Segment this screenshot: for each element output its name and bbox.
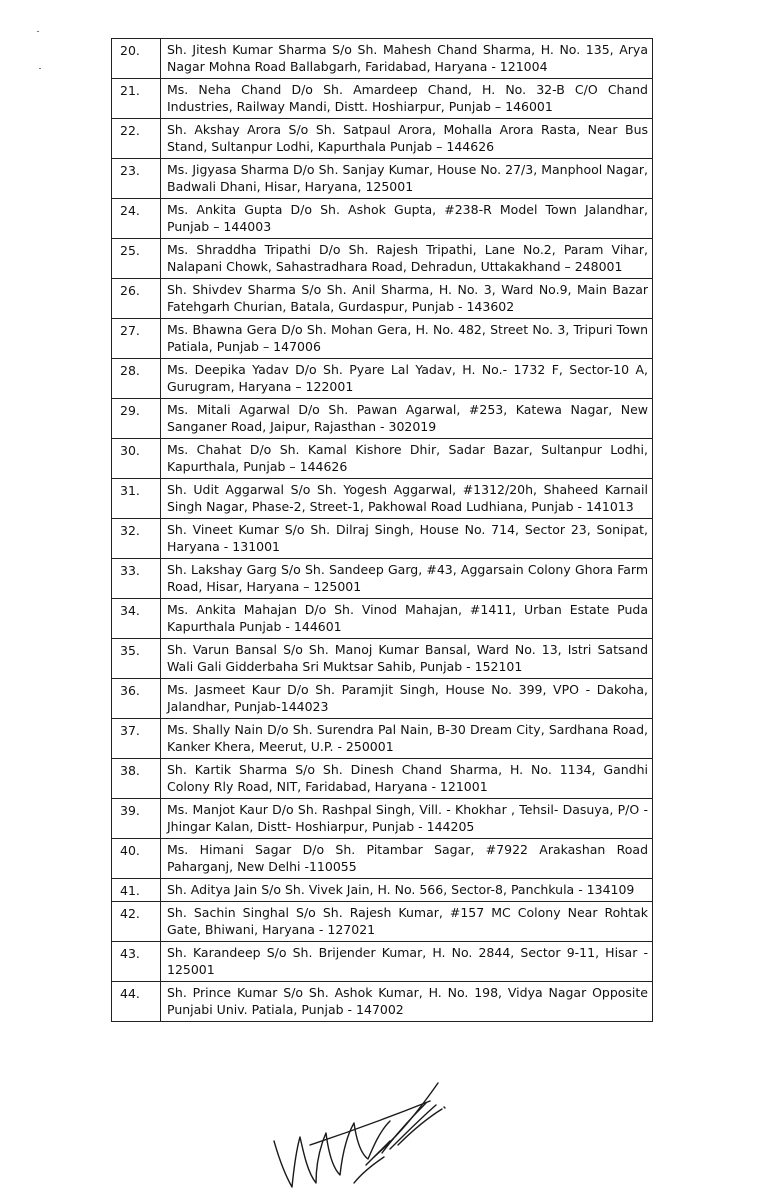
entry-number: 44. bbox=[112, 982, 161, 1022]
table-row bbox=[112, 439, 653, 479]
entry-number: 24. bbox=[112, 199, 161, 239]
table-row bbox=[112, 399, 653, 439]
scan-speck bbox=[37, 31, 39, 32]
entry-number: 25. bbox=[112, 239, 161, 279]
entry-number: 26. bbox=[112, 279, 161, 319]
entry-name-address: Ms. Jasmeet Kaur D/o Sh. Paramjit Singh, House No. 399, VPO - Dakoha, Jalandhar, Punjab-144023 bbox=[161, 679, 653, 719]
table-row bbox=[112, 679, 653, 719]
entry-name-address: Sh. Shivdev Sharma S/o Sh. Anil Sharma, H. No. 3, Ward No.9, Main Bazar Fatehgarh Churian, Batala, Gurdaspur, Punjab - 143602 bbox=[161, 279, 653, 319]
table-row bbox=[112, 319, 653, 359]
table-row bbox=[112, 759, 653, 799]
entry-name-address: Sh. Akshay Arora S/o Sh. Satpaul Arora, Mohalla Arora Rasta, Near Bus Stand, Sultanpur Lodhi, Kapurthala Punjab – 144626 bbox=[161, 119, 653, 159]
entry-number: 30. bbox=[112, 439, 161, 479]
entry-number: 28. bbox=[112, 359, 161, 399]
entry-number: 32. bbox=[112, 519, 161, 559]
entry-name-address: Ms. Shally Nain D/o Sh. Surendra Pal Nain, B-30 Dream City, Sardhana Road, Kanker Khera, Meerut, U.P. - 250001 bbox=[161, 719, 653, 759]
entry-number: 23. bbox=[112, 159, 161, 199]
table-row bbox=[112, 519, 653, 559]
entry-name-address: Sh. Karandeep S/o Sh. Brijender Kumar, H. No. 2844, Sector 9-11, Hisar - 125001 bbox=[161, 942, 653, 982]
table-row bbox=[112, 559, 653, 599]
entry-name-address: Sh. Kartik Sharma S/o Sh. Dinesh Chand Sharma, H. No. 1134, Gandhi Colony Rly Road, NIT, Faridabad, Haryana - 121001 bbox=[161, 759, 653, 799]
entry-name-address: Sh. Vineet Kumar S/o Sh. Dilraj Singh, House No. 714, Sector 23, Sonipat, Haryana - 131001 bbox=[161, 519, 653, 559]
entry-name-address: Ms. Neha Chand D/o Sh. Amardeep Chand, H. No. 32-B C/O Chand Industries, Railway Mandi, Distt. Hoshiarpur, Punjab – 146001 bbox=[161, 79, 653, 119]
entry-name-address: Sh. Jitesh Kumar Sharma S/o Sh. Mahesh Chand Sharma, H. No. 135, Arya Nagar Mohna Road Ballabgarh, Faridabad, Haryana - 121004 bbox=[161, 39, 653, 79]
entry-number: 31. bbox=[112, 479, 161, 519]
entry-name-address: Sh. Prince Kumar S/o Sh. Ashok Kumar, H. No. 198, Vidya Nagar Opposite Punjabi Univ. Patiala, Punjab - 147002 bbox=[161, 982, 653, 1022]
entry-name-address: Ms. Ankita Gupta D/o Sh. Ashok Gupta, #238-R Model Town Jalandhar, Punjab – 144003 bbox=[161, 199, 653, 239]
entry-number: 43. bbox=[112, 942, 161, 982]
entry-number: 22. bbox=[112, 119, 161, 159]
entry-number: 38. bbox=[112, 759, 161, 799]
entry-number: 35. bbox=[112, 639, 161, 679]
entry-number: 34. bbox=[112, 599, 161, 639]
table-row bbox=[112, 279, 653, 319]
table-row bbox=[112, 79, 653, 119]
entry-name-address: Ms. Manjot Kaur D/o Sh. Rashpal Singh, Vill. - Khokhar , Tehsil- Dasuya, P/O - Jhingar Kalan, Distt- Hoshiarpur, Punjab - 144205 bbox=[161, 799, 653, 839]
table-row bbox=[112, 879, 653, 902]
table-row bbox=[112, 639, 653, 679]
entry-name-address: Sh. Aditya Jain S/o Sh. Vivek Jain, H. No. 566, Sector-8, Panchkula - 134109 bbox=[161, 879, 653, 902]
entry-number: 36. bbox=[112, 679, 161, 719]
scan-speck bbox=[39, 68, 41, 69]
table-row bbox=[112, 119, 653, 159]
entry-name-address: Ms. Deepika Yadav D/o Sh. Pyare Lal Yadav, H. No.- 1732 F, Sector-10 A, Gurugram, Haryana – 122001 bbox=[161, 359, 653, 399]
table-row bbox=[112, 799, 653, 839]
entry-name-address: Sh. Sachin Singhal S/o Sh. Rajesh Kumar, #157 MC Colony Near Rohtak Gate, Bhiwani, Haryana - 127021 bbox=[161, 902, 653, 942]
entry-name-address: Sh. Udit Aggarwal S/o Sh. Yogesh Aggarwal, #1312/20h, Shaheed Karnail Singh Nagar, Phase-2, Street-1, Pakhowal Road Ludhiana, Punjab - 141013 bbox=[161, 479, 653, 519]
table-row bbox=[112, 199, 653, 239]
entry-number: 29. bbox=[112, 399, 161, 439]
entry-name-address: Ms. Shraddha Tripathi D/o Sh. Rajesh Tripathi, Lane No.2, Param Vihar, Nalapani Chowk, Sahastradhara Road, Dehradun, Uttakakhand – 248001 bbox=[161, 239, 653, 279]
entry-name-address: Ms. Ankita Mahajan D/o Sh. Vinod Mahajan, #1411, Urban Estate Puda Kapurthala Punjab - 144601 bbox=[161, 599, 653, 639]
table-row bbox=[112, 942, 653, 982]
table-row bbox=[112, 159, 653, 199]
entry-name-address: Ms. Mitali Agarwal D/o Sh. Pawan Agarwal, #253, Katewa Nagar, New Sanganer Road, Jaipur, Rajasthan - 302019 bbox=[161, 399, 653, 439]
table-row bbox=[112, 719, 653, 759]
table-row bbox=[112, 359, 653, 399]
table-row bbox=[112, 239, 653, 279]
table-row bbox=[112, 902, 653, 942]
entry-name-address: Ms. Bhawna Gera D/o Sh. Mohan Gera, H. No. 482, Street No. 3, Tripuri Town Patiala, Punjab – 147006 bbox=[161, 319, 653, 359]
entry-number: 39. bbox=[112, 799, 161, 839]
table-row bbox=[112, 479, 653, 519]
entry-name-address: Ms. Jigyasa Sharma D/o Sh. Sanjay Kumar, House No. 27/3, Manphool Nagar, Badwali Dhani, Hisar, Haryana, 125001 bbox=[161, 159, 653, 199]
table-row bbox=[112, 39, 653, 79]
handwritten-signature bbox=[270, 1075, 470, 1200]
table-row bbox=[112, 982, 653, 1022]
entry-name-address: Ms. Chahat D/o Sh. Kamal Kishore Dhir, Sadar Bazar, Sultanpur Lodhi, Kapurthala, Punjab – 144626 bbox=[161, 439, 653, 479]
table-row bbox=[112, 599, 653, 639]
entry-number: 33. bbox=[112, 559, 161, 599]
entry-number: 20. bbox=[112, 39, 161, 79]
entry-name-address: Sh. Lakshay Garg S/o Sh. Sandeep Garg, #43, Aggarsain Colony Ghora Farm Road, Hisar, Haryana – 125001 bbox=[161, 559, 653, 599]
entry-number: 27. bbox=[112, 319, 161, 359]
entry-name-address: Sh. Varun Bansal S/o Sh. Manoj Kumar Bansal, Ward No. 13, Istri Satsand Wali Gali Gidderbaha Sri Muktsar Sahib, Punjab - 152101 bbox=[161, 639, 653, 679]
address-table-body bbox=[112, 39, 653, 1022]
entry-number: 41. bbox=[112, 879, 161, 902]
entry-name-address: Ms. Himani Sagar D/o Sh. Pitambar Sagar, #7922 Arakashan Road Paharganj, New Delhi -110055 bbox=[161, 839, 653, 879]
entry-number: 40. bbox=[112, 839, 161, 879]
entry-number: 37. bbox=[112, 719, 161, 759]
table-row bbox=[112, 839, 653, 879]
entry-number: 42. bbox=[112, 902, 161, 942]
address-table bbox=[111, 38, 653, 1022]
entry-number: 21. bbox=[112, 79, 161, 119]
